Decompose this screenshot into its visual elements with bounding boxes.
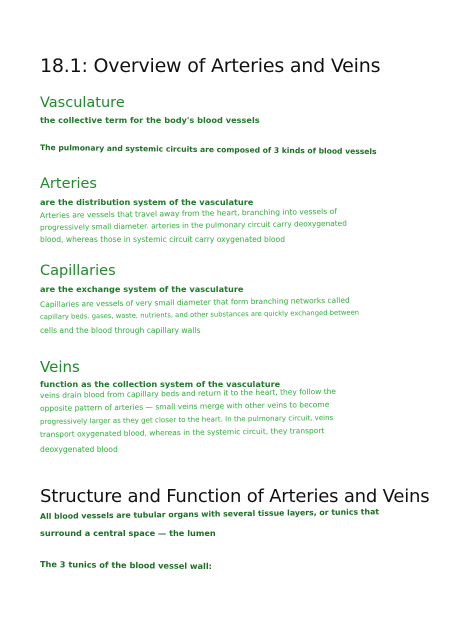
arteries-line-2: progressively small diameter. arteries in the pulmonary circuit carry deoxygenated	[39, 218, 347, 232]
veins-line-3: progressively larger as they get closer to the heart. In the pulmonary circuit, veins	[39, 412, 334, 426]
structure-line-2: surround a central space — the lumen	[40, 528, 216, 538]
veins-line-1: veins drain blood from capillary beds and return it to the heart, they follow the	[39, 386, 337, 400]
capillaries-line-1: Capillaries are vessels of very small diameter that form branching networks called	[39, 295, 350, 309]
capillaries-line-3: cells and the blood through capillary walls	[40, 326, 201, 335]
tunics-note: The 3 tunics of the blood vessel wall:	[39, 559, 213, 572]
vasculature-definition: the collective term for the body's blood vessels	[40, 115, 260, 125]
arteries-heading: Arteries	[40, 176, 97, 192]
veins-heading: Veins	[40, 358, 80, 376]
arteries-definition: are the distribution system of the vasculature	[40, 197, 254, 207]
veins-line-5: deoxygenated blood	[40, 445, 118, 454]
veins-definition: function as the collection system of the vasculature	[40, 379, 281, 389]
arteries-line-3: blood, whereas those in systemic circuit carry oxygenated blood	[40, 235, 286, 244]
veins-line-2: opposite pattern of arteries — small veins merge with other veins to become	[39, 399, 330, 413]
capillaries-line-2: capillary beds. gases, waste, nutrients, and other substances are quickly exchanged between	[39, 308, 360, 321]
veins-line-4: transport oxygenated blood, whereas in the systemic circuit, they transport	[39, 426, 325, 439]
structure-heading: Structure and Function of Arteries and Veins	[40, 486, 430, 507]
structure-line-1: All blood vessels are tubular organs with several tissue layers, or tunics that	[39, 507, 380, 521]
capillaries-definition: are the exchange system of the vasculature	[40, 284, 244, 294]
vasculature-heading: Vasculature	[40, 95, 125, 111]
vasculature-note: The pulmonary and systemic circuits are composed of 3 kinds of blood vessels	[39, 143, 377, 157]
arteries-line-1: Arteries are vessels that travel away from the heart, branching into vessels of	[39, 206, 337, 220]
page-title: 18.1: Overview of Arteries and Veins	[40, 55, 381, 77]
capillaries-heading: Capillaries	[40, 263, 116, 279]
